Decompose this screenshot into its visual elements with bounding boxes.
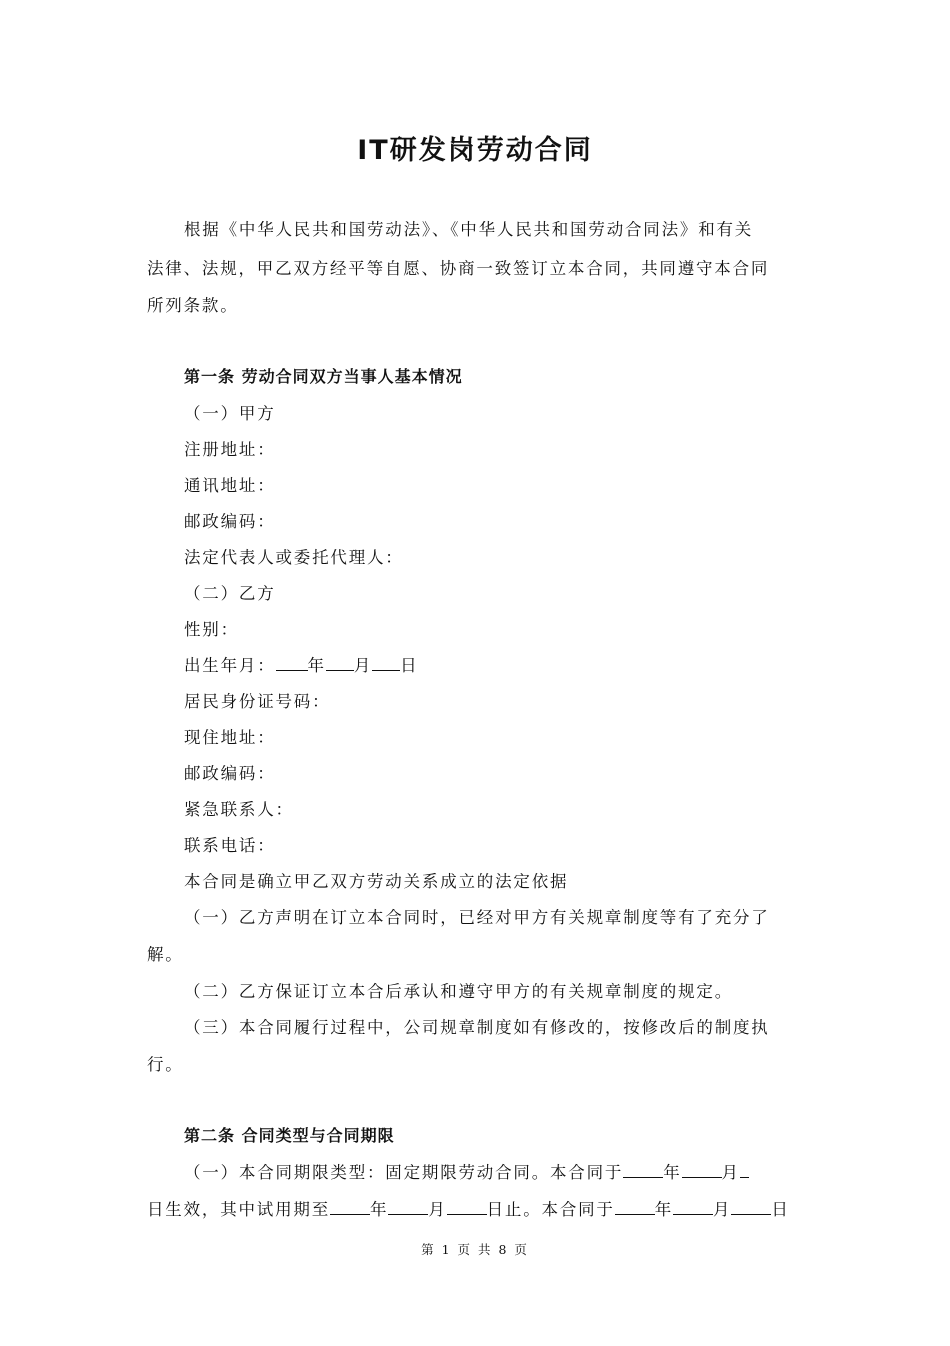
effective-year-label: 年 <box>663 1163 682 1182</box>
probation-month-label: 月 <box>428 1200 447 1219</box>
probation-end-text: 日止。本合同于 <box>486 1200 615 1219</box>
probation-year-label: 年 <box>370 1200 389 1219</box>
contract-year-blank[interactable] <box>615 1198 655 1215</box>
probation-year-blank[interactable] <box>330 1198 370 1215</box>
id-number-label: 居民身份证号码： <box>184 692 331 711</box>
term-type-text: （一）本合同期限类型：固定期限劳动合同。本合同于 <box>184 1163 624 1182</box>
party-a-label: （一）甲方 <box>184 404 276 423</box>
clause-3-line-2: 行。 <box>147 1055 184 1074</box>
registered-address-label: 注册地址： <box>184 440 276 459</box>
effective-month-label: 月 <box>721 1163 740 1182</box>
contract-month-blank[interactable] <box>673 1198 713 1215</box>
term-line-1 <box>184 1159 749 1183</box>
intro-line-3: 所列条款。 <box>147 296 239 315</box>
effective-year-blank[interactable] <box>623 1161 663 1178</box>
birth-year-blank[interactable] <box>276 654 308 671</box>
legal-basis-text: 本合同是确立甲乙双方劳动关系成立的法定依据 <box>184 872 569 891</box>
clause-3-line-1: （三）本合同履行过程中，公司规章制度如有修改的，按修改后的制度执 <box>184 1018 770 1037</box>
effective-text: 日生效，其中试用期至 <box>147 1200 330 1219</box>
contract-month-label: 月 <box>713 1200 732 1219</box>
contract-day-label: 日 <box>771 1200 790 1219</box>
clause-1-line-1: （一）乙方声明在订立本合同时，已经对甲方有关规章制度等有了充分了 <box>184 908 770 927</box>
birth-month-label: 月 <box>353 656 373 675</box>
article-1-heading: 第一条 劳动合同双方当事人基本情况 <box>184 367 463 386</box>
birth-day-label: 日 <box>400 656 419 675</box>
gender-label: 性别： <box>184 620 239 639</box>
postcode-a-label: 邮政编码： <box>184 512 276 531</box>
contract-year-label: 年 <box>654 1200 674 1219</box>
document-title: IT研发岗劳动合同 <box>357 135 593 166</box>
article-2-heading: 第二条 合同类型与合同期限 <box>184 1126 395 1145</box>
party-b-label: （二）乙方 <box>184 584 276 603</box>
clause-1-line-2: 解。 <box>147 945 184 964</box>
effective-month-blank[interactable] <box>682 1161 722 1178</box>
communication-address-label: 通讯地址： <box>184 476 276 495</box>
probation-month-blank[interactable] <box>388 1198 428 1215</box>
birth-year-label: 年 <box>307 656 326 675</box>
emergency-contact-label: 紧急联系人： <box>184 800 294 819</box>
intro-line-1: 根据《中华人民共和国劳动法》、《中华人民共和国劳动合同法》和有关 <box>184 220 754 239</box>
term-line-2 <box>147 1196 790 1220</box>
effective-day-blank[interactable] <box>740 1161 749 1178</box>
birth-label: 出生年月： <box>184 656 276 675</box>
legal-representative-label: 法定代表人或委托代理人： <box>184 548 404 567</box>
birth-day-blank[interactable] <box>372 654 400 671</box>
probation-day-blank[interactable] <box>447 1198 487 1215</box>
birth-month-blank[interactable] <box>326 654 354 671</box>
current-address-label: 现住地址： <box>184 728 276 747</box>
phone-label: 联系电话： <box>184 836 276 855</box>
birth-date-line <box>184 652 418 676</box>
contract-day-blank[interactable] <box>731 1198 771 1215</box>
intro-line-2: 法律、法规，甲乙双方经平等自愿、协商一致签订立本合同，共同遵守本合同 <box>147 259 770 278</box>
clause-2: （二）乙方保证订立本合后承认和遵守甲方的有关规章制度的规定。 <box>184 982 733 1001</box>
page-number-footer: 第 1 页 共 8 页 <box>421 1242 529 1257</box>
postcode-b-label: 邮政编码： <box>184 764 276 783</box>
